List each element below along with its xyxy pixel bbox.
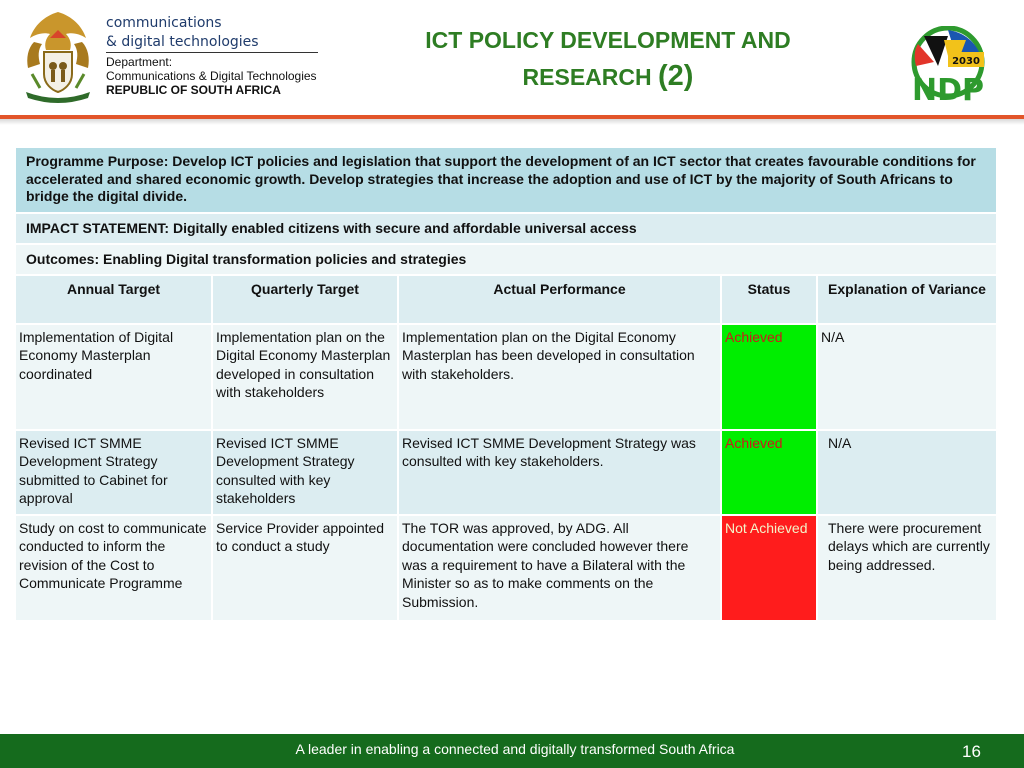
table-row: [16, 516, 996, 622]
department-name: Communications & Digital Technologies: [106, 69, 317, 83]
quarterly-target-cell: Service Provider appointed to conduct a study: [213, 516, 399, 620]
annual-target-cell: Study on cost to communicate conducted to inform the revision of the Cost to Communicate Programme: [16, 516, 213, 620]
purpose-row: [16, 148, 996, 214]
header-explanation: Explanation of Variance: [818, 276, 996, 323]
table-row: [16, 431, 996, 516]
title-word: RESEARCH: [522, 64, 652, 90]
performance-table: [16, 148, 996, 622]
header-shadow: [0, 119, 1024, 125]
header-annual-target: Annual Target: [16, 276, 213, 323]
ndp-2030-logo-icon: [904, 26, 992, 108]
annual-target-cell: Implementation of Digital Economy Masterplan coordinated: [16, 325, 213, 429]
slide-title: [380, 22, 836, 95]
explanation-cell: N/A: [828, 434, 852, 451]
outcomes-row: [16, 245, 996, 276]
status-badge: Achieved: [722, 325, 818, 429]
brand-divider: [106, 52, 318, 53]
brand-line-2: & digital technologies: [106, 34, 259, 50]
annual-target-cell: Revised ICT SMME Development Strategy submitted to Cabinet for approval: [16, 431, 213, 514]
country-name: REPUBLIC OF SOUTH AFRICA: [106, 83, 281, 97]
slide-header: [0, 0, 1024, 118]
footer-tagline: A leader in enabling a connected and digitally transformed South Africa: [295, 741, 735, 757]
programme-purpose: Programme Purpose: Develop ICT policies and legislation that support the development of an ICT sector that creates favourable conditions for accelerated and shared economic growth. Develop strategies that increase the adoption and use of ICT by the majority of South Africans to bridge the digital divide.: [16, 148, 996, 212]
department-logo: [20, 8, 320, 108]
header-status: Status: [722, 276, 818, 323]
outcomes-statement: Outcomes: Enabling Digital transformation policies and strategies: [16, 245, 996, 274]
ndp-text: NDP: [912, 73, 984, 108]
quarterly-target-cell: Implementation plan on the Digital Economy Masterplan developed in consultation with stakeholders: [213, 325, 399, 429]
impact-row: [16, 214, 996, 245]
explanation-cell: There were procurement delays which are currently being addressed.: [828, 519, 990, 573]
header-quarterly-target: Quarterly Target: [213, 276, 399, 323]
header-actual-performance: Actual Performance: [399, 276, 722, 323]
actual-performance-cell: Implementation plan on the Digital Economy Masterplan has been developed in consultation with stakeholders.: [399, 325, 722, 429]
title-line-1: ICT POLICY DEVELOPMENT AND: [425, 27, 791, 53]
quarterly-target-cell: Revised ICT SMME Development Strategy consulted with key stakeholders: [213, 431, 399, 514]
brand-line-1: communications: [106, 15, 222, 31]
impact-statement: IMPACT STATEMENT: Digitally enabled citizens with secure and affordable universal access: [16, 214, 996, 243]
status-badge: Not Achieved: [722, 516, 818, 620]
page-number: 16: [962, 742, 981, 761]
department-label: Department:: [106, 55, 173, 69]
title-line-2: [380, 58, 836, 95]
title-number: (2): [658, 60, 694, 92]
ndp-year-text: 2030: [952, 56, 980, 67]
slide-footer: [0, 734, 1024, 768]
actual-performance-cell: The TOR was approved, by ADG. All documentation were concluded however there was a requirement to have a Bilateral with the Minister so as to make comments on the Submission.: [399, 516, 722, 620]
status-badge: Achieved: [722, 431, 818, 514]
table-row: [16, 325, 996, 431]
explanation-cell: N/A: [821, 328, 845, 345]
actual-performance-cell: Revised ICT SMME Development Strategy was consulted with key stakeholders.: [399, 431, 722, 514]
table-header-row: [16, 276, 996, 325]
coat-of-arms-icon: [20, 8, 96, 106]
